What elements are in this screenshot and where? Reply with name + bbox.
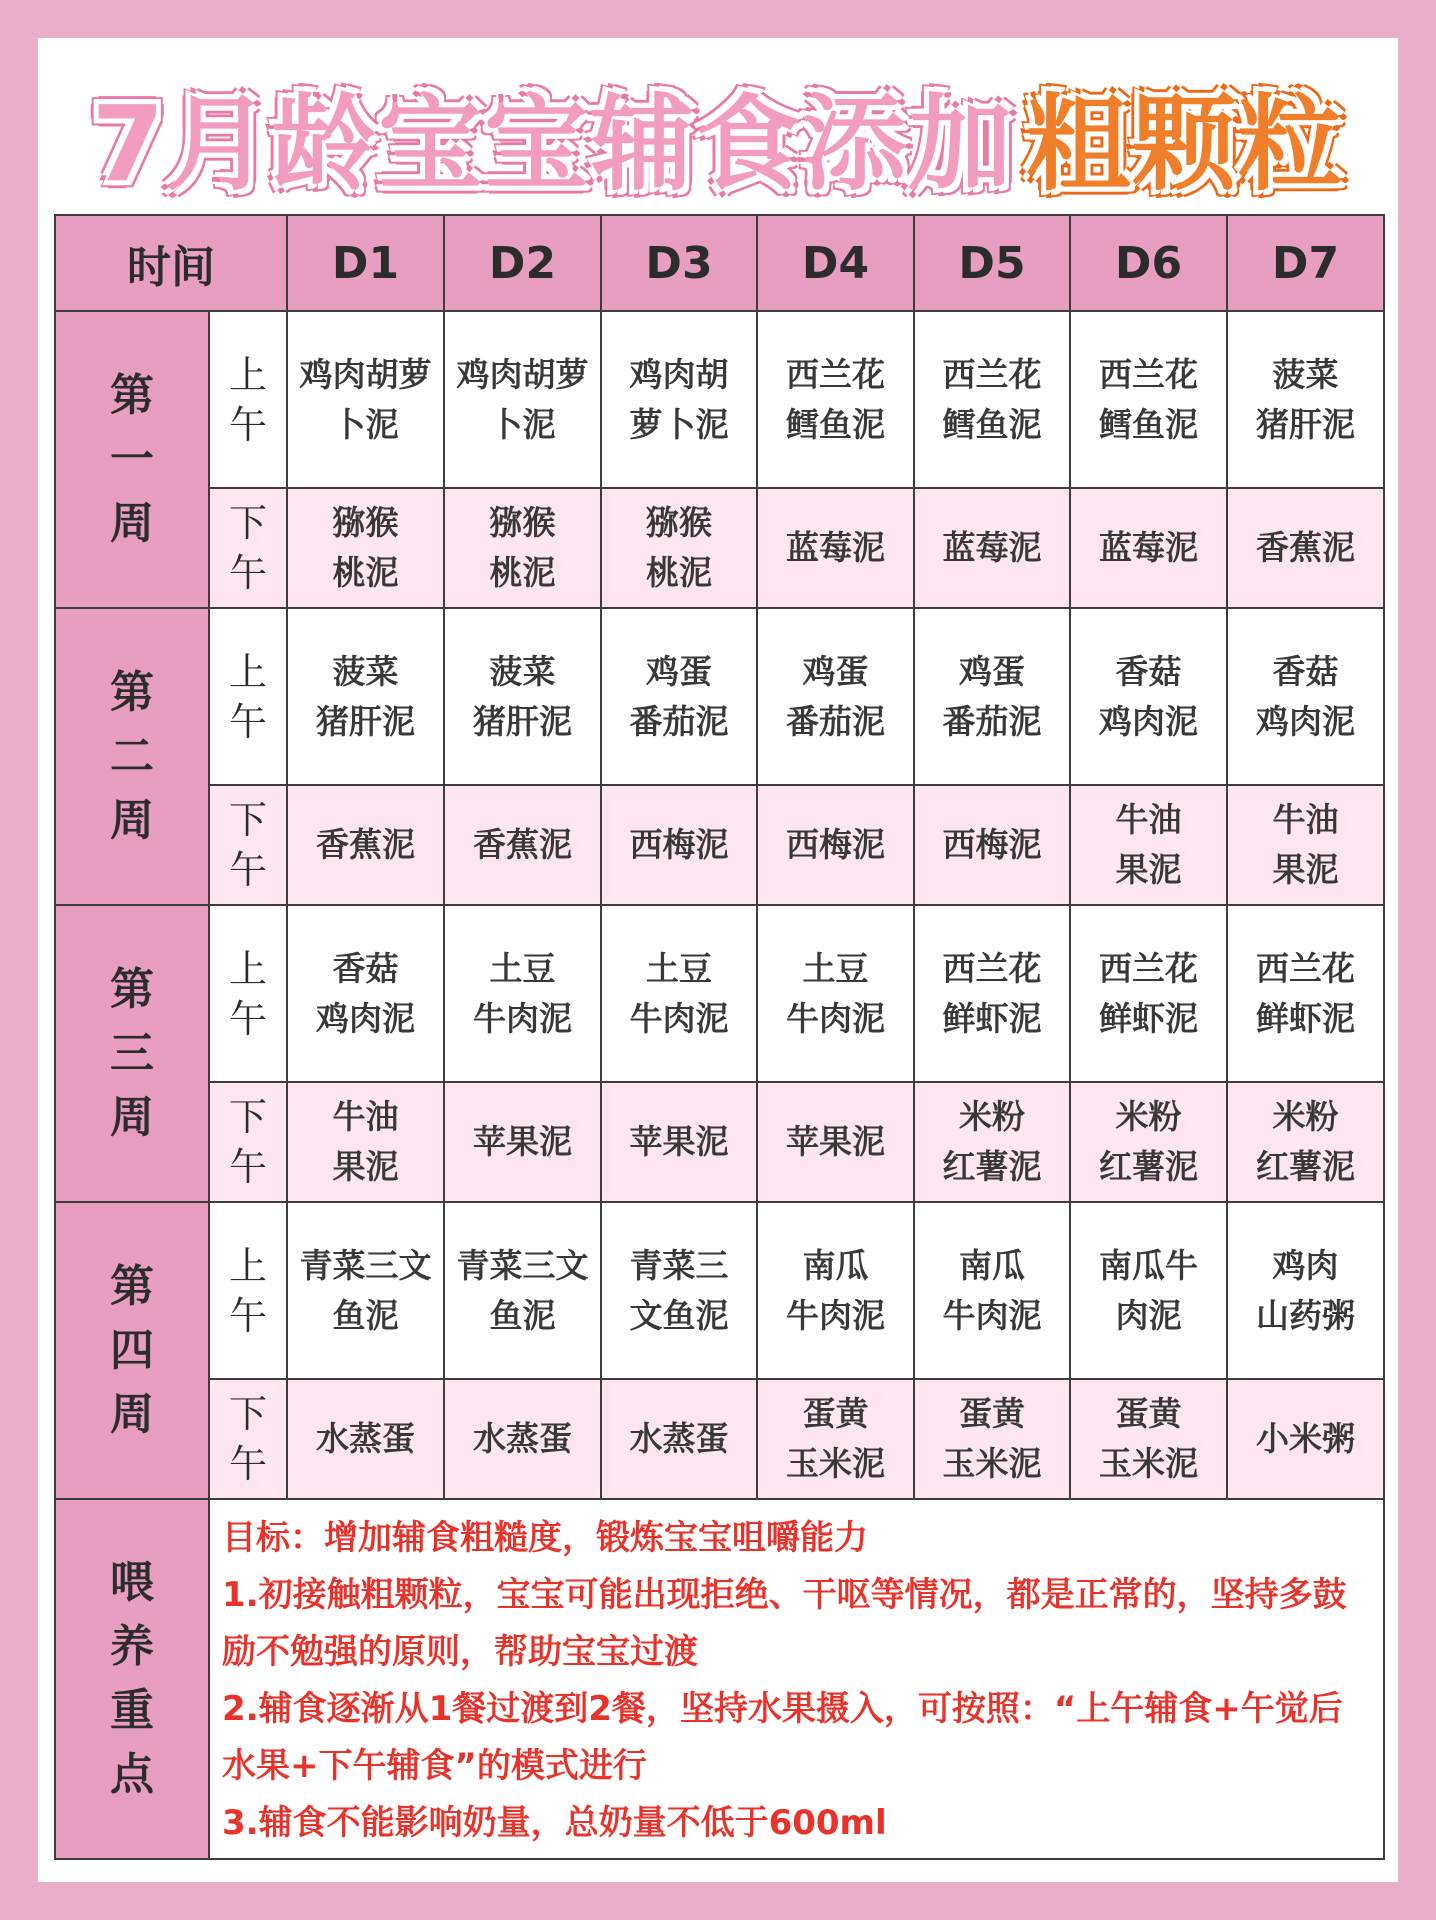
meal-cell-line: 红薯泥 <box>942 1147 1042 1186</box>
meal-cell <box>444 905 601 1082</box>
meal-cell-line: 玉米泥 <box>1099 1444 1198 1483</box>
meal-cell <box>444 1379 601 1499</box>
meal-cell <box>757 785 914 905</box>
meal-cell <box>914 608 1070 785</box>
meal-cell <box>287 608 444 785</box>
meal-cell <box>1227 1202 1384 1379</box>
meal-cell-line: 水蒸蛋 <box>629 1419 729 1458</box>
meal-cell-line: 鲜虾泥 <box>1099 998 1198 1038</box>
week-label-line: 第 <box>110 963 154 1015</box>
week-label <box>55 905 209 1202</box>
meal-cell-line: 猪肝泥 <box>1256 404 1355 444</box>
plan-card <box>38 38 1398 1882</box>
morning-label-line: 上 <box>228 649 267 694</box>
meal-cell-line: 鳕鱼泥 <box>786 404 885 444</box>
afternoon-label-line: 午 <box>228 1442 267 1486</box>
afternoon-label-line: 下 <box>228 798 267 842</box>
week-label <box>55 608 209 905</box>
meal-cell <box>914 1202 1070 1379</box>
meal-cell-line: 番茄泥 <box>629 701 729 741</box>
day-header: D1 <box>287 215 444 311</box>
week-label-line: 二 <box>110 730 154 782</box>
meal-cell <box>444 488 601 608</box>
meal-cell-line: 土豆 <box>646 948 712 988</box>
meal-cell <box>601 608 757 785</box>
meal-cell-line: 鸡肉胡 <box>629 354 729 394</box>
week-1-pm-row <box>55 488 1384 608</box>
morning-label <box>209 311 287 488</box>
meal-cell <box>914 488 1070 608</box>
meal-cell-line: 桃泥 <box>646 553 712 592</box>
meal-cell-line: 香蕉泥 <box>1256 528 1355 567</box>
meal-cell <box>444 785 601 905</box>
week-label-line: 三 <box>110 1027 154 1079</box>
meal-cell-line: 鸡肉泥 <box>1099 701 1198 741</box>
meal-cell <box>914 1379 1070 1499</box>
meal-cell-line: 南瓜牛 <box>1099 1245 1198 1285</box>
meal-cell-line: 鸡蛋 <box>959 651 1025 691</box>
meal-cell-line: 卜泥 <box>489 404 556 444</box>
notes-label <box>55 1499 209 1859</box>
meal-cell-line: 蓝莓泥 <box>1099 528 1198 567</box>
meal-cell <box>1070 905 1227 1082</box>
week-label-line: 四 <box>110 1324 154 1376</box>
morning-label-line: 午 <box>228 996 267 1041</box>
header-row <box>55 215 1384 311</box>
meal-cell-line: 水蒸蛋 <box>473 1419 572 1458</box>
meal-cell-line: 西梅泥 <box>629 825 729 864</box>
time-header: 时间 <box>55 215 287 311</box>
meal-cell <box>1227 905 1384 1082</box>
title-accent: 粗颗粒 <box>1026 83 1345 205</box>
meal-cell <box>287 1082 444 1202</box>
notes-goal: 目标：增加辅食粗糙度，锻炼宝宝咀嚼能力 <box>222 1518 868 1558</box>
meal-cell-line: 牛油 <box>1115 800 1182 839</box>
meal-cell <box>1070 311 1227 488</box>
meal-cell-line: 米粉 <box>1115 1097 1182 1136</box>
meal-cell <box>601 1202 757 1379</box>
meal-cell-line: 香蕉泥 <box>473 825 572 864</box>
week-2-pm-row <box>55 785 1384 905</box>
meal-cell-line: 桃泥 <box>332 553 399 592</box>
meal-cell <box>287 311 444 488</box>
meal-cell <box>1070 488 1227 608</box>
meal-cell-line: 果泥 <box>1272 850 1339 889</box>
notes-item: 1.初接触粗颗粒，宝宝可能出现拒绝、干呕等情况，都是正常的，坚持多鼓励不勉强的原则，帮助宝宝过渡 <box>222 1575 1347 1672</box>
meal-cell-line: 南瓜 <box>959 1245 1025 1285</box>
notes-item: 2.辅食逐渐从1餐过渡到2餐，坚持水果摄入，可按照：“上午辅食+午觉后水果+下午辅食”的模式进行 <box>222 1689 1343 1786</box>
meal-cell-line: 猪肝泥 <box>473 701 572 741</box>
meal-cell-line: 南瓜 <box>802 1245 869 1285</box>
meal-cell <box>1227 488 1384 608</box>
meal-cell <box>1070 1202 1227 1379</box>
week-label-line: 周 <box>110 794 154 846</box>
week-label-line: 第 <box>110 666 154 718</box>
meal-cell-line: 牛油 <box>1272 800 1339 839</box>
morning-label <box>209 608 287 785</box>
meal-cell-line: 菠菜 <box>332 651 399 691</box>
week-3-am-row <box>55 905 1384 1082</box>
meal-cell <box>601 785 757 905</box>
afternoon-label-line: 午 <box>228 551 267 595</box>
meal-cell-line: 西梅泥 <box>786 825 885 864</box>
week-2-am-row <box>55 608 1384 785</box>
morning-label-line: 午 <box>228 699 267 744</box>
morning-label-line: 午 <box>228 402 267 447</box>
meal-cell-line: 蛋黄 <box>802 1394 869 1433</box>
day-header: D7 <box>1227 215 1384 311</box>
meal-cell <box>444 1202 601 1379</box>
notes-label-char: 重 <box>110 1685 154 1736</box>
meal-cell-line: 苹果泥 <box>629 1122 729 1161</box>
meal-cell <box>601 905 757 1082</box>
morning-label <box>209 905 287 1082</box>
meal-cell-line: 桃泥 <box>489 553 556 592</box>
meal-cell <box>757 905 914 1082</box>
week-label-line: 一 <box>110 433 154 485</box>
meal-cell-line: 西兰花 <box>1099 948 1198 988</box>
meal-cell-line: 鱼泥 <box>332 1295 399 1335</box>
afternoon-label <box>209 1379 287 1499</box>
meal-cell <box>1070 1082 1227 1202</box>
meal-cell-line: 猕猴 <box>332 503 399 542</box>
meal-cell <box>757 1379 914 1499</box>
meal-cell-line: 菠菜 <box>489 651 556 691</box>
meal-cell <box>287 1379 444 1499</box>
meal-cell-line: 小米粥 <box>1256 1419 1355 1458</box>
day-header: D2 <box>444 215 601 311</box>
morning-label-line: 上 <box>228 352 267 397</box>
notes-item: 3.辅食不能影响奶量，总奶量不低于600ml <box>222 1803 887 1843</box>
meal-cell <box>601 488 757 608</box>
notes-label-char: 点 <box>110 1749 154 1800</box>
morning-label-line: 午 <box>228 1293 267 1338</box>
meal-cell-line: 牛肉泥 <box>629 998 729 1038</box>
meal-cell-line: 玉米泥 <box>786 1444 885 1483</box>
meal-cell <box>444 311 601 488</box>
afternoon-label-line: 午 <box>228 848 267 892</box>
meal-cell <box>601 311 757 488</box>
notes-label-char: 喂 <box>110 1557 154 1608</box>
afternoon-label-line: 下 <box>228 501 267 545</box>
meal-cell <box>1227 1082 1384 1202</box>
afternoon-label-line: 下 <box>228 1392 267 1436</box>
meal-cell-line: 西兰花 <box>942 948 1042 988</box>
meal-cell-line: 鸡肉 <box>1272 1245 1339 1285</box>
meal-cell-line: 牛肉泥 <box>786 1295 885 1335</box>
meal-cell <box>914 1082 1070 1202</box>
meal-cell <box>914 905 1070 1082</box>
meal-cell-line: 鳕鱼泥 <box>942 404 1042 444</box>
page-title <box>38 60 1398 210</box>
meal-cell-line: 玉米泥 <box>942 1444 1042 1483</box>
meal-cell-line: 香菇 <box>1115 651 1182 691</box>
week-3-pm-row <box>55 1082 1384 1202</box>
meal-cell <box>1227 1379 1384 1499</box>
morning-label <box>209 1202 287 1379</box>
meal-cell <box>601 1082 757 1202</box>
meal-cell-line: 蛋黄 <box>959 1394 1025 1433</box>
meal-cell-line: 鱼泥 <box>489 1295 556 1335</box>
meal-cell-line: 番茄泥 <box>942 701 1042 741</box>
morning-label-line: 上 <box>228 1243 267 1288</box>
meal-cell-line: 牛肉泥 <box>473 998 572 1038</box>
meal-cell-line: 红薯泥 <box>1099 1147 1198 1186</box>
meal-cell <box>601 1379 757 1499</box>
meal-cell-line: 鸡肉泥 <box>316 998 415 1038</box>
meal-cell-line: 猕猴 <box>646 503 712 542</box>
meal-cell-line: 牛肉泥 <box>786 998 885 1038</box>
afternoon-label <box>209 488 287 608</box>
afternoon-label-line: 午 <box>228 1145 267 1189</box>
meal-cell-line: 鳕鱼泥 <box>1099 404 1198 444</box>
meal-cell-line: 香蕉泥 <box>316 825 415 864</box>
meal-cell-line: 青菜三文 <box>456 1245 589 1285</box>
meal-cell <box>1227 785 1384 905</box>
meal-cell-line: 红薯泥 <box>1256 1147 1355 1186</box>
meal-cell-line: 香菇 <box>332 948 399 988</box>
meal-cell-line: 蛋黄 <box>1115 1394 1182 1433</box>
meal-cell-line: 米粉 <box>1272 1097 1339 1136</box>
day-header: D3 <box>601 215 757 311</box>
meal-cell-line: 土豆 <box>802 948 869 988</box>
meal-cell-line: 青菜三 <box>629 1245 729 1285</box>
meal-cell-line: 鲜虾泥 <box>1256 998 1355 1038</box>
afternoon-label-line: 下 <box>228 1095 267 1139</box>
meal-cell-line: 猕猴 <box>489 503 556 542</box>
notes-label-char: 养 <box>110 1621 154 1672</box>
meal-cell <box>914 785 1070 905</box>
week-label <box>55 311 209 608</box>
meal-cell <box>1070 608 1227 785</box>
meal-cell <box>444 1082 601 1202</box>
meal-cell-line: 米粉 <box>959 1097 1025 1136</box>
meal-cell <box>914 311 1070 488</box>
week-label-line: 周 <box>110 497 154 549</box>
meal-cell-line: 鸡蛋 <box>646 651 712 691</box>
meal-cell-line: 土豆 <box>489 948 556 988</box>
meal-cell-line: 猪肝泥 <box>316 701 415 741</box>
meal-cell <box>444 608 601 785</box>
meal-cell-line: 西兰花 <box>942 354 1042 394</box>
meal-cell-line: 西兰花 <box>1099 354 1198 394</box>
meal-cell <box>287 905 444 1082</box>
meal-cell-line: 蓝莓泥 <box>942 528 1042 567</box>
meal-cell <box>757 608 914 785</box>
meal-cell <box>1070 785 1227 905</box>
meal-cell-line: 西梅泥 <box>942 825 1042 864</box>
meal-cell <box>287 488 444 608</box>
meal-cell-line: 萝卜泥 <box>629 404 729 444</box>
day-header: D5 <box>914 215 1070 311</box>
meal-cell <box>757 1202 914 1379</box>
meal-cell-line: 香菇 <box>1272 651 1339 691</box>
meal-cell-line: 鸡蛋 <box>802 651 869 691</box>
meal-cell-line: 青菜三文 <box>299 1245 432 1285</box>
morning-label-line: 上 <box>228 946 267 991</box>
meal-cell-line: 苹果泥 <box>786 1122 885 1161</box>
meal-cell <box>757 488 914 608</box>
meal-cell-line: 鲜虾泥 <box>942 998 1042 1038</box>
meal-cell-line: 文鱼泥 <box>629 1295 729 1335</box>
title-main: 7月龄宝宝辅食添加 <box>91 83 1015 205</box>
meal-cell-line: 菠菜 <box>1272 354 1339 394</box>
meal-cell-line: 西兰花 <box>1256 948 1355 988</box>
week-label <box>55 1202 209 1499</box>
meal-cell-line: 水蒸蛋 <box>316 1419 415 1458</box>
afternoon-label <box>209 1082 287 1202</box>
meal-cell <box>757 311 914 488</box>
week-label-line: 第 <box>110 369 154 421</box>
meal-cell-line: 番茄泥 <box>786 701 885 741</box>
week-label-line: 周 <box>110 1091 154 1143</box>
meal-cell-line: 牛油 <box>332 1097 399 1136</box>
meal-cell-line: 鸡肉泥 <box>1256 701 1355 741</box>
meal-cell-line: 山药粥 <box>1256 1295 1355 1335</box>
feeding-schedule-table <box>54 214 1385 1860</box>
meal-cell-line: 卜泥 <box>332 404 399 444</box>
meal-cell-line: 西兰花 <box>786 354 885 394</box>
afternoon-label <box>209 785 287 905</box>
meal-cell <box>1070 1379 1227 1499</box>
meal-cell <box>287 785 444 905</box>
meal-cell <box>1227 608 1384 785</box>
notes-row <box>55 1499 1384 1859</box>
meal-cell <box>757 1082 914 1202</box>
meal-cell-line: 果泥 <box>1115 850 1182 889</box>
meal-cell-line: 苹果泥 <box>473 1122 572 1161</box>
meal-cell-line: 鸡肉胡萝 <box>456 354 589 394</box>
week-label-line: 第 <box>110 1260 154 1312</box>
meal-cell <box>287 1202 444 1379</box>
day-header: D4 <box>757 215 914 311</box>
week-1-am-row <box>55 311 1384 488</box>
week-4-pm-row <box>55 1379 1384 1499</box>
meal-cell-line: 蓝莓泥 <box>786 528 885 567</box>
meal-cell-line: 鸡肉胡萝 <box>299 354 432 394</box>
meal-cell-line: 果泥 <box>332 1147 399 1186</box>
meal-cell <box>1227 311 1384 488</box>
meal-cell-line: 牛肉泥 <box>942 1295 1042 1335</box>
meal-cell-line: 肉泥 <box>1115 1295 1182 1335</box>
day-header: D6 <box>1070 215 1227 311</box>
feeding-notes <box>209 1499 1384 1859</box>
week-4-am-row <box>55 1202 1384 1379</box>
week-label-line: 周 <box>110 1388 154 1440</box>
